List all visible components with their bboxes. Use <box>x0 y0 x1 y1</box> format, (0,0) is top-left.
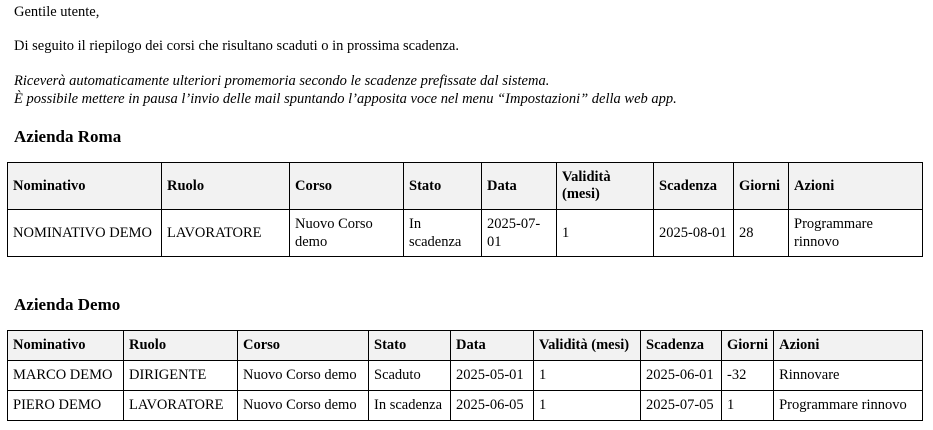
cell-corso: Nuovo Corso demo <box>238 391 369 421</box>
cell-ruolo: DIRIGENTE <box>124 361 238 391</box>
cell-validita: 1 <box>534 361 641 391</box>
column-header: Validità (mesi) <box>534 331 641 361</box>
column-header: Azioni <box>789 163 923 210</box>
cell-corso: Nuovo Corso demo <box>290 210 404 257</box>
cell-azioni: Programmare rinnovo <box>774 391 923 421</box>
column-header: Nominativo <box>8 163 162 210</box>
cell-data: 2025-06-05 <box>451 391 534 421</box>
cell-validita: 1 <box>534 391 641 421</box>
company-heading-roma: Azienda Roma <box>14 127 122 146</box>
column-header: Stato <box>369 331 451 361</box>
cell-scadenza: 2025-07-05 <box>641 391 722 421</box>
table-header-row <box>8 331 923 361</box>
cell-nominativo: PIERO DEMO <box>8 391 124 421</box>
cell-giorni: 1 <box>722 391 774 421</box>
cell-validita: 1 <box>557 210 654 257</box>
courses-table-demo <box>7 330 923 421</box>
column-header: Data <box>482 163 557 210</box>
intro-text: Di seguito il riepilogo dei corsi che risultano scaduti o in prossima scadenza. <box>14 38 459 54</box>
cell-corso: Nuovo Corso demo <box>238 361 369 391</box>
column-header: Ruolo <box>162 163 290 210</box>
column-header: Scadenza <box>641 331 722 361</box>
table-row <box>8 361 923 391</box>
cell-scadenza: 2025-06-01 <box>641 361 722 391</box>
column-header: Corso <box>290 163 404 210</box>
column-header: Giorni <box>722 331 774 361</box>
cell-scadenza: 2025-08-01 <box>654 210 734 257</box>
cell-ruolo: LAVORATORE <box>124 391 238 421</box>
column-header: Scadenza <box>654 163 734 210</box>
column-header: Giorni <box>734 163 789 210</box>
table-header-row <box>8 163 923 210</box>
company-heading-demo: Azienda Demo <box>14 295 121 314</box>
note-reminders: Riceverà automaticamente ulteriori promemoria secondo le scadenze prefissate dal sistema. <box>14 73 550 89</box>
cell-nominativo: NOMINATIVO DEMO <box>8 210 162 257</box>
cell-data: 2025-05-01 <box>451 361 534 391</box>
courses-table-roma <box>7 162 923 257</box>
column-header: Stato <box>404 163 482 210</box>
table-row <box>8 210 923 257</box>
column-header: Data <box>451 331 534 361</box>
cell-azioni: Rinnovare <box>774 361 923 391</box>
cell-nominativo: MARCO DEMO <box>8 361 124 391</box>
cell-azioni: Programmare rinnovo <box>789 210 923 257</box>
cell-stato: In scadenza <box>369 391 451 421</box>
greeting: Gentile utente, <box>14 4 100 20</box>
table-row <box>8 391 923 421</box>
cell-giorni: -32 <box>722 361 774 391</box>
column-header: Validità (mesi) <box>557 163 654 210</box>
cell-data: 2025-07-01 <box>482 210 557 257</box>
column-header: Ruolo <box>124 331 238 361</box>
cell-giorni: 28 <box>734 210 789 257</box>
column-header: Corso <box>238 331 369 361</box>
cell-stato: In scadenza <box>404 210 482 257</box>
column-header: Azioni <box>774 331 923 361</box>
column-header: Nominativo <box>8 331 124 361</box>
cell-stato: Scaduto <box>369 361 451 391</box>
cell-ruolo: LAVORATORE <box>162 210 290 257</box>
note-pause: È possibile mettere in pausa l’invio delle mail spuntando l’apposita voce nel menu “Impostazioni” della web app. <box>14 91 677 107</box>
